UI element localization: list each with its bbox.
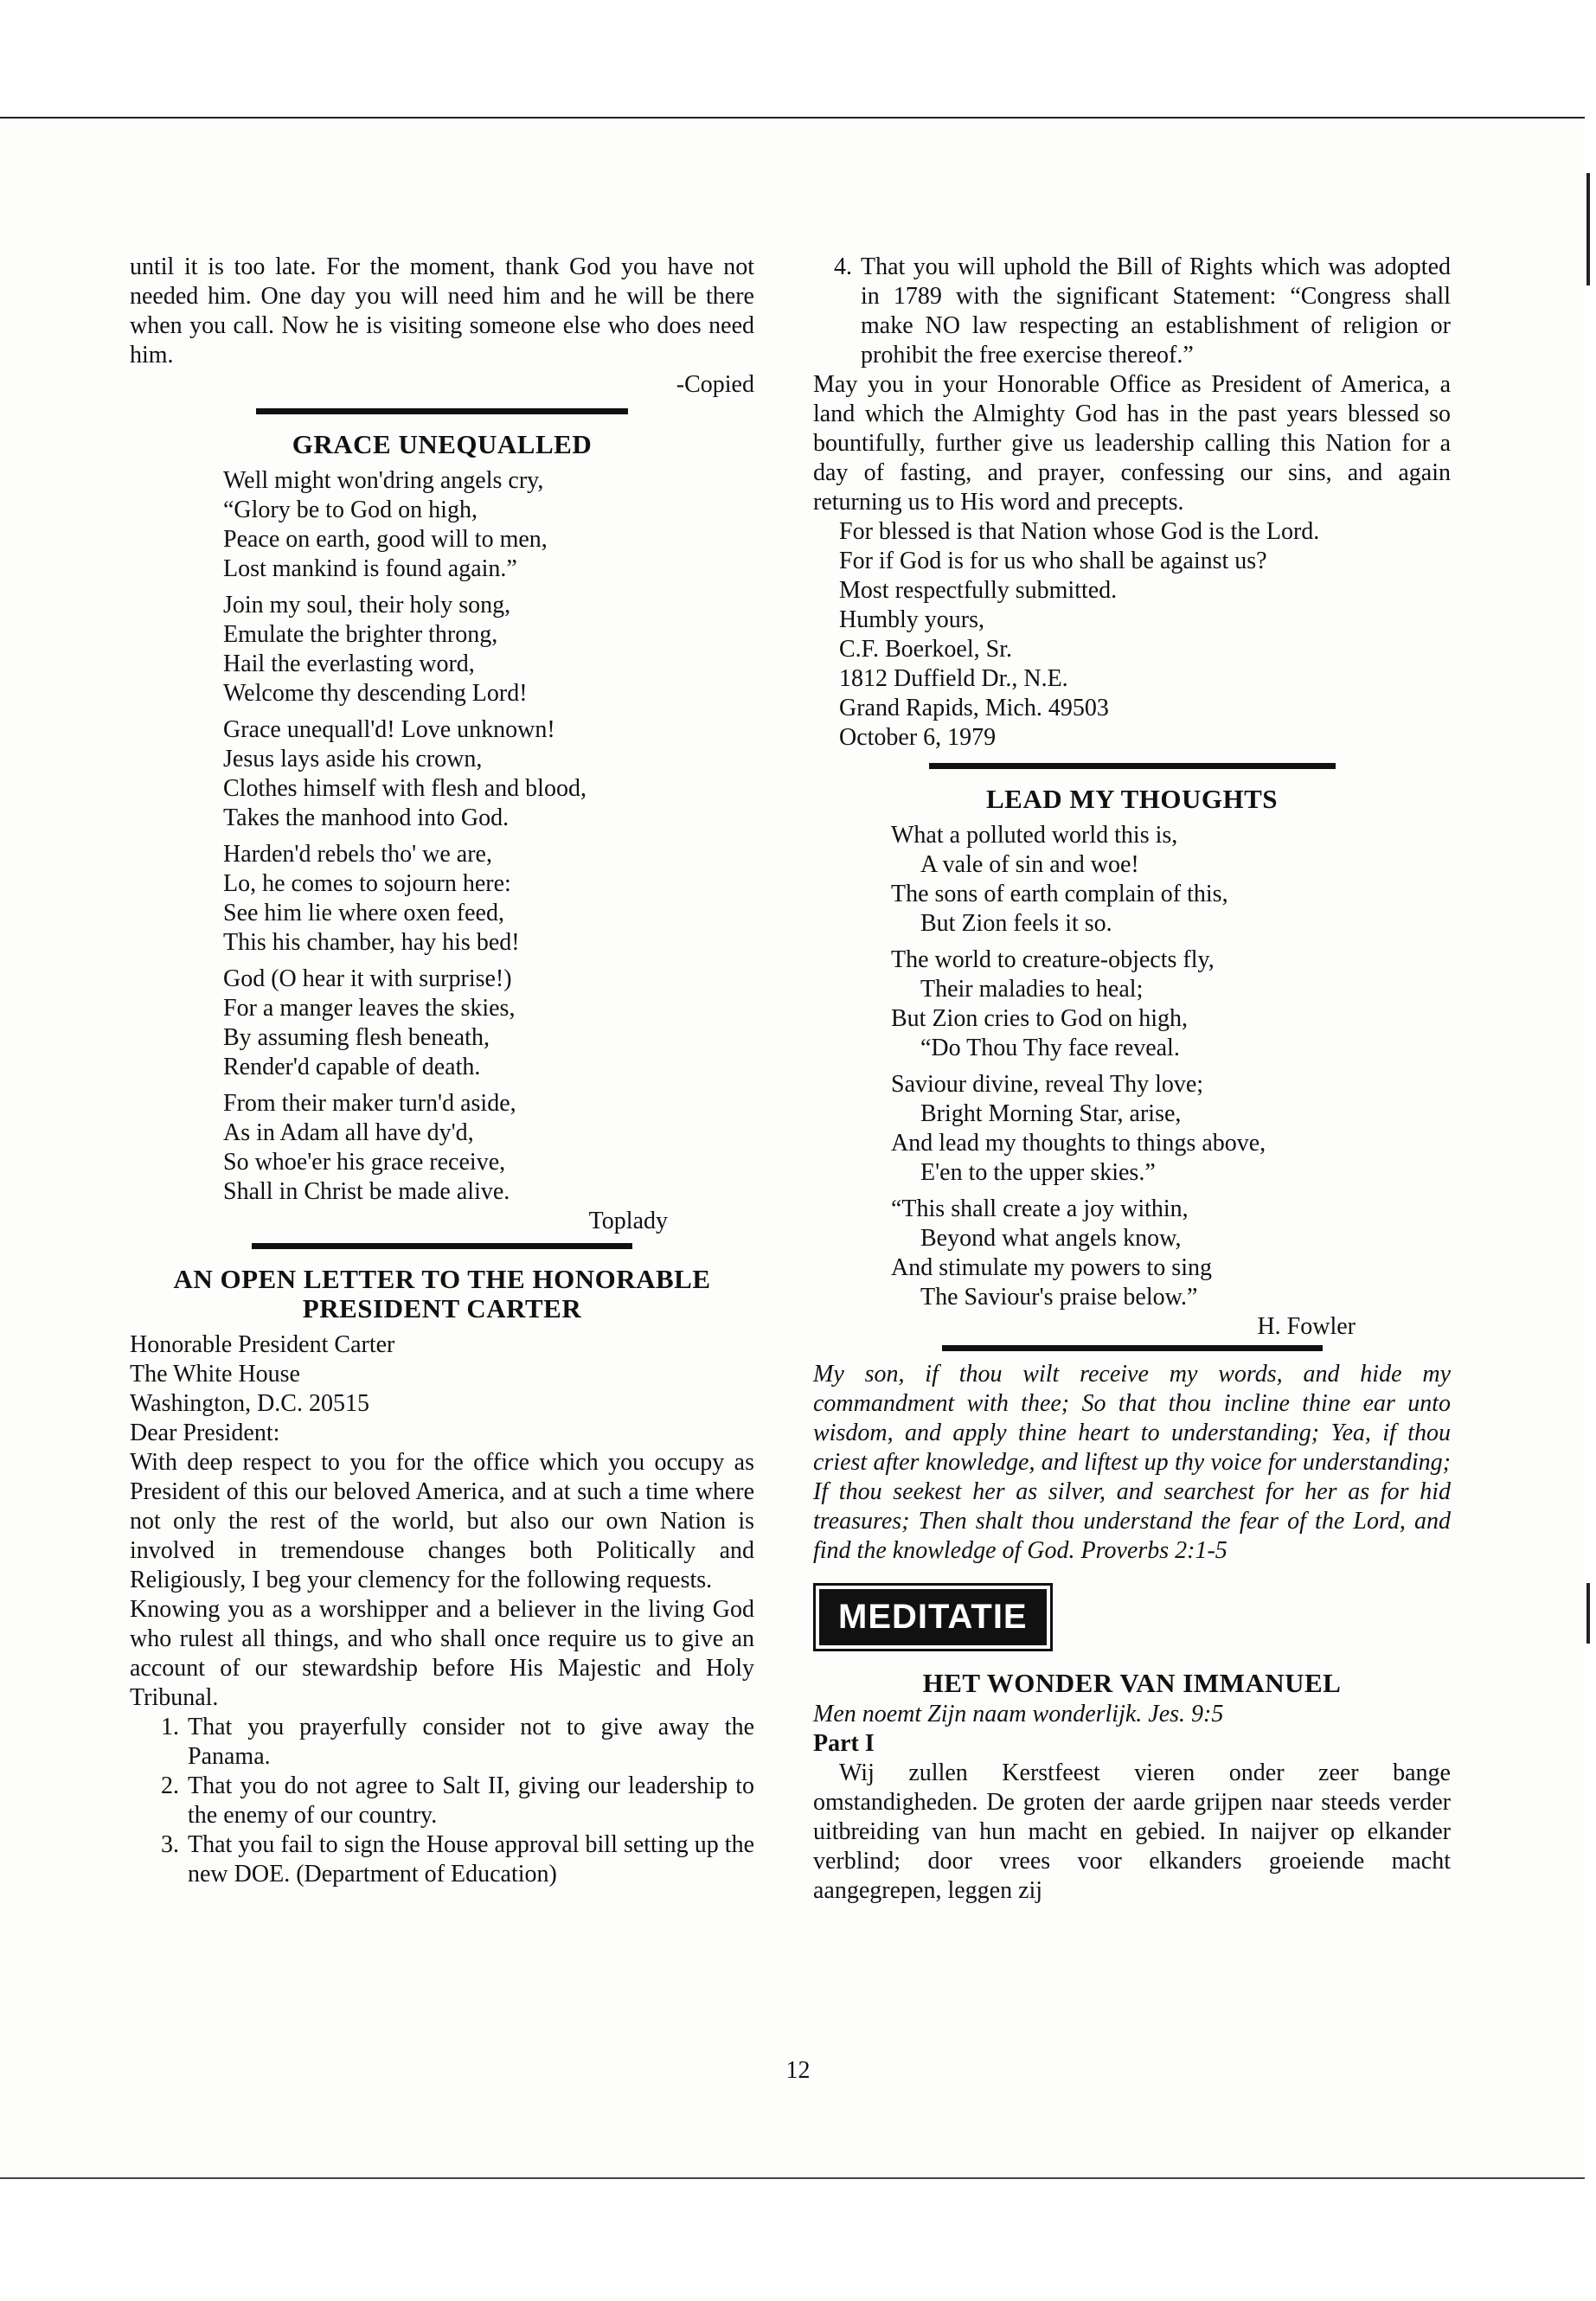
- poem-line: As in Adam all have dy'd,: [223, 1119, 474, 1146]
- poem-stanza: [223, 591, 754, 708]
- poem-line: Hail the everlasting word,: [223, 651, 475, 677]
- poem-line: Well might won'dring angels cry,: [223, 467, 544, 494]
- section-divider: [929, 763, 1336, 769]
- poem-line: So whoe'er his grace receive,: [223, 1149, 506, 1176]
- margin-mark: [1586, 1583, 1590, 1644]
- poem-stanza: [223, 466, 754, 584]
- poem-line: Harden'd rebels tho' we are,: [223, 841, 492, 868]
- letter-address: [130, 1330, 754, 1448]
- grace-poem: [130, 430, 754, 1236]
- poem-line: Lost mankind is found again.”: [223, 555, 517, 582]
- letter-paragraph: With deep respect to you for the office which you occupy as President of this our beloved America, and at such a time where not only the rest of the world, but also our own Nation is involved in tremendouse changes both Politically and Religiously, I beg your clemency for the following requests.: [130, 1449, 754, 1593]
- meditatie-part: Part I: [813, 1730, 875, 1757]
- margin-mark: [1586, 173, 1590, 285]
- poem-line: Shall in Christ be made alive.: [223, 1178, 510, 1205]
- poem-line: Their maladies to heal;: [920, 976, 1144, 1003]
- closing-line: For if God is for us who shall be against us?: [839, 548, 1267, 574]
- letter-date: October 6, 1979: [839, 724, 997, 751]
- letter-paragraph: Knowing you as a worshipper and a believer in the living God who rulest all things, and who shall once require us to give an account of our stewardship before His Majestic and Holy Tribunal.: [130, 1596, 754, 1711]
- signature-address: Grand Rapids, Mich. 49503: [839, 695, 1109, 721]
- poem-line: The sons of earth complain of this,: [891, 881, 1228, 907]
- poem-line: But Zion cries to God on high,: [891, 1005, 1188, 1032]
- address-line: Washington, D.C. 20515: [130, 1390, 369, 1417]
- poem-line: Bright Morning Star, arise,: [920, 1100, 1182, 1127]
- poem-line: Emulate the brighter throng,: [223, 621, 498, 648]
- grace-poem-title: GRACE UNEQUALLED: [292, 429, 593, 459]
- poem-line: From their maker turn'd aside,: [223, 1090, 516, 1117]
- left-column: [130, 253, 754, 1889]
- poem-line: Grace unequall'd! Love unknown!: [223, 716, 555, 743]
- meditatie-subtitle: Men noemt Zijn naam wonderlijk. Jes. 9:5: [813, 1701, 1224, 1727]
- right-column: [813, 253, 1451, 1906]
- salutation: Dear President:: [130, 1420, 280, 1446]
- poem-line: Saviour divine, reveal Thy love;: [891, 1071, 1204, 1098]
- poem-line: The Saviour's praise below.”: [920, 1284, 1198, 1311]
- poem-stanza: [891, 945, 1451, 1063]
- meditatie-title: HET WONDER VAN IMMANUEL: [922, 1668, 1342, 1698]
- poem-line: Render'd capable of death.: [223, 1054, 481, 1080]
- poem-line: God (O hear it with surprise!): [223, 965, 512, 992]
- list-item-number: 3.: [161, 1831, 179, 1858]
- list-item: [140, 1713, 754, 1772]
- poem-line: Jesus lays aside his crown,: [223, 746, 483, 772]
- poem-line: See him lie where oxen feed,: [223, 900, 504, 926]
- section-divider: [252, 1243, 632, 1249]
- list-item: [140, 1830, 754, 1889]
- poem-stanza: [223, 965, 754, 1082]
- list-item-text: That you fail to sign the House approval bill setting up the new DOE. (Department of Education): [188, 1831, 754, 1888]
- poem-line: Beyond what angels know,: [920, 1225, 1182, 1252]
- section-divider: [942, 1345, 1323, 1351]
- poem-line: By assuming flesh beneath,: [223, 1024, 490, 1051]
- poem-line: “Do Thou Thy face reveal.: [920, 1035, 1180, 1061]
- intro-credit: -Copied: [676, 371, 754, 398]
- list-item-text: That you prayerfully consider not to give away the Panama.: [188, 1714, 754, 1770]
- request-list: [130, 1713, 754, 1889]
- poem-stanza: [891, 821, 1451, 939]
- closing-line: For blessed is that Nation whose God is the Lord.: [839, 518, 1320, 545]
- closing-line: Humbly yours,: [839, 606, 984, 633]
- poem-line: Takes the manhood into God.: [223, 804, 510, 831]
- list-item: [140, 1772, 754, 1830]
- section-divider: [256, 408, 628, 414]
- list-item-text: That you will uphold the Bill of Rights which was adopted in 1789 with the significant Statement: “Congress shall make NO law respecting an establishment of religion or prohibit the free exercise thereof.”: [861, 253, 1451, 369]
- meditatie-section: [813, 1669, 1451, 1906]
- poem-line: And lead my thoughts to things above,: [891, 1130, 1266, 1157]
- poem-line: “This shall create a joy within,: [891, 1195, 1189, 1222]
- list-item-text: That you do not agree to Salt II, giving our leadership to the enemy of our country.: [188, 1772, 754, 1829]
- meditatie-paragraph: Wij zullen Kerstfeest vieren onder zeer bange omstandigheden. De groten der aarde grijpen naar steeds verder uitbreiding van hun macht en gebied. In naijver op elkander verblind; door vrees voor elkanders groeiende macht aangegrepen, leggen zij: [813, 1759, 1451, 1904]
- poem-line: What a polluted world this is,: [891, 822, 1178, 849]
- meditatie-badge: [813, 1583, 1053, 1651]
- list-item: [813, 253, 1451, 370]
- poem-line: Welcome thy descending Lord!: [223, 680, 528, 707]
- meditatie-badge-label: MEDITATIE: [819, 1589, 1047, 1645]
- poem-stanza: [891, 1070, 1451, 1188]
- open-letter: [130, 1265, 754, 1889]
- poem-stanza: [223, 715, 754, 833]
- list-item-number: 1.: [161, 1714, 179, 1740]
- scripture-quote: My son, if thou wilt receive my words, and hide my commandment with thee; So that thou incline thine ear unto wisdom, and apply thine heart to understanding; Yea, if thou criest after knowledge, and liftest up thy voice for understanding; If thou seekest her as silver, and searchest for her as for hid treasures; Then shalt thou understand the fear of the Lord, and find the knowledge of God. Proverbs 2:1-5: [813, 1361, 1451, 1564]
- request-list-continued: [813, 253, 1451, 370]
- grace-poem-author: Toplady: [588, 1208, 668, 1234]
- signature-name: C.F. Boerkoel, Sr.: [839, 636, 1012, 663]
- list-item-number: 2.: [161, 1772, 179, 1799]
- address-line: The White House: [130, 1361, 300, 1388]
- poem-line: Peace on earth, good will to men,: [223, 526, 548, 553]
- poem-stanza: [223, 1089, 754, 1207]
- closing-line: Most respectfully submitted.: [839, 577, 1118, 604]
- poem-line: But Zion feels it so.: [920, 910, 1112, 937]
- open-letter-title: AN OPEN LETTER TO THE HONORABLE PRESIDENT CARTER: [173, 1264, 711, 1324]
- poem-line: The world to creature-objects fly,: [891, 946, 1215, 973]
- page-number: 12: [785, 2057, 811, 2084]
- lead-poem-author: H. Fowler: [1257, 1313, 1356, 1340]
- poem-line: “Glory be to God on high,: [223, 497, 478, 523]
- poem-stanza: [223, 840, 754, 958]
- poem-line: This his chamber, hay his bed!: [223, 929, 520, 956]
- intro-paragraph: until it is too late. For the moment, thank God you have not needed him. One day you will need him and he will be there when you call. Now he is visiting someone else who does need him.: [130, 253, 754, 369]
- signature-address: 1812 Duffield Dr., N.E.: [839, 665, 1068, 692]
- list-item-number: 4.: [834, 253, 852, 280]
- letter-closing: [813, 517, 1451, 753]
- poem-line: Join my soul, their holy song,: [223, 592, 511, 619]
- poem-line: And stimulate my powers to sing: [891, 1254, 1212, 1281]
- poem-line: For a manger leaves the skies,: [223, 995, 516, 1022]
- poem-line: E'en to the upper skies.”: [920, 1159, 1156, 1186]
- lead-poem: [813, 785, 1451, 1342]
- poem-line: Clothes himself with flesh and blood,: [223, 775, 586, 802]
- poem-line: Lo, he comes to sojourn here:: [223, 870, 511, 897]
- poem-stanza: [891, 1195, 1451, 1312]
- lead-poem-title: LEAD MY THOUGHTS: [986, 784, 1278, 814]
- poem-line: A vale of sin and woe!: [920, 851, 1139, 878]
- letter-paragraph: May you in your Honorable Office as President of America, a land which the Almighty God has in the past years blessed so bountifully, further give us leadership calling this Nation for a day of fasting, and prayer, confessing our sins, and again returning us to His word and precepts.: [813, 371, 1451, 516]
- address-line: Honorable President Carter: [130, 1331, 395, 1358]
